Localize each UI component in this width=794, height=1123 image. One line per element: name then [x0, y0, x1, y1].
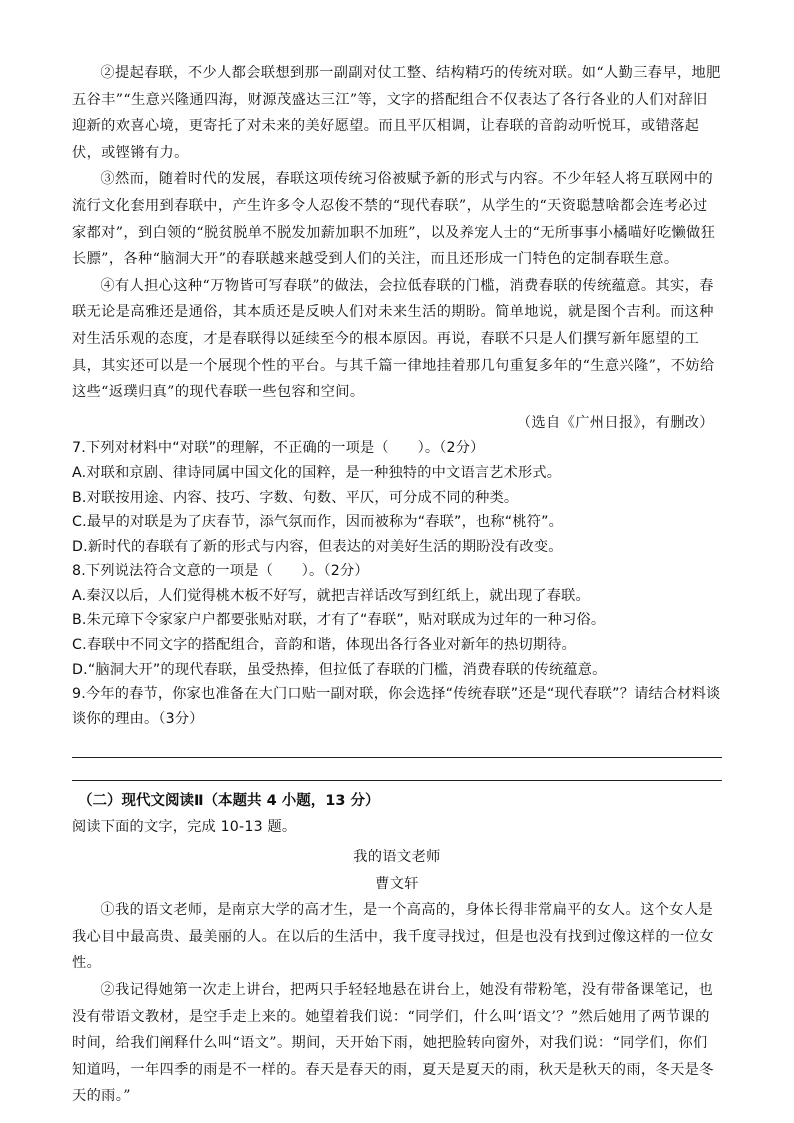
question-8 — [72, 559, 722, 682]
question-8-option-d: D.“脑洞大开”的现代春联，虽受热捧，但拉低了春联的门槛，消费春联的传统蕴意。 — [72, 661, 607, 678]
question-8-option-b: B.朱元璋下令家家户户都要张贴对联，才有了“春联”，贴对联成为过年的一种习俗。 — [72, 612, 606, 629]
question-8-option-c: C.春联中不同文字的搭配组合，音韵和谐，体现出各行各业对新年的热切期待。 — [72, 637, 576, 654]
exam-page — [72, 60, 722, 1110]
article-paragraph-2: ②我记得她第一次走上讲台，把两只手轻轻地悬在讲台上，她没有带粉笔，没有带备课笔记，也没有带语文教材，是空手走上来的。她望着我们说：“同学们，什么叫‘语文’？”然后她用了两节课的时间，给我们阐释什么叫“语文”。期间，天开始下雨，她把脸转向窗外，对我们说：“同学们，你们知道吗，一年四季的雨是不一样的。春天是春天的雨，夏天是夏天的雨，秋天是秋天的雨，冬天是冬天的雨。” — [72, 982, 714, 1105]
question-9 — [72, 682, 722, 781]
article-author: 曹文轩 — [375, 875, 419, 892]
article-title: 我的语文老师 — [353, 849, 441, 866]
section-modern-reading-2 — [72, 787, 722, 1110]
section-instruction: 阅读下面的文字，完成 10-13 题。 — [72, 819, 297, 836]
question-7-stem: 7.下列对材料中“对联”的理解，不正确的一项是（ ）。（2分） — [72, 440, 485, 457]
passage-paragraph-4: ④有人担心这种“万物皆可写春联”的做法，会拉低春联的门槛，消费春联的传统蕴意。其实，春联无论是高雅还是通俗，其本质还是反映人们对未来生活的期盼。简单地说，就是图个吉利。而这种对生活乐观的态度，才是春联得以延续至今的根本原因。再说，春联不只是人们撰写新年愿望的工具，其实还可以是一个展现个性的平台。与其千篇一律地挂着那几句重复多年的“生意兴隆”，不妨给这些“返璞归真”的现代春联一些包容和空间。 — [72, 277, 715, 401]
passage-source: （选自《广州日报》，有删改） — [516, 414, 714, 431]
question-8-option-a: A.秦汉以后，人们觉得桃木板不好写，就把吉祥话改写到红纸上，就出现了春联。 — [72, 587, 590, 604]
passage-paragraph-2: ②提起春联，不少人都会联想到那一副副对仗工整、结构精巧的传统对联。如“人勤三春早，地肥五谷丰”“生意兴隆通四海，财源茂盛达三江”等，文字的搭配组合不仅表达了各行各业的人们对辞旧迎新的欢喜心境，更寄托了对未来的美好愿望。而且平仄相调，让春联的音韵动听悦耳，或错落起伏，或铿锵有力。 — [72, 65, 721, 161]
question-7-option-d: D.新时代的春联有了新的形式与内容，但表达的对美好生活的期盼没有改变。 — [72, 538, 563, 555]
question-9-stem: 9.今年的春节，你家也准备在大门口贴一副对联，你会选择“传统春联”还是“现代春联”？请结合材料谈谈你的理由。（3分） — [72, 686, 721, 727]
answer-line-2[interactable] — [72, 758, 722, 781]
question-7 — [72, 436, 722, 559]
section-title: （二）现代文阅读Ⅱ（本题共 4 小题，13 分） — [78, 793, 380, 810]
question-7-option-b: B.对联按用途、内容、技巧、字数、句数、平仄，可分成不同的种类。 — [72, 489, 519, 506]
question-8-stem: 8.下列说法符合文意的一项是（ ）。（2分） — [72, 563, 369, 580]
answer-line-1[interactable] — [72, 735, 722, 758]
article-paragraph-1: ①我的语文老师，是南京大学的高才生，是一个高高的，身体长得非常扁平的女人。这个女人是我心目中最高贵、最美丽的人。在以后的生活中，我千度寻找过，但是也没有找到过像这样的一位女性。 — [72, 902, 714, 972]
passage-paragraph-3: ③然而，随着时代的发展，春联这项传统习俗被赋予新的形式与内容。不少年轻人将互联网中的流行文化套用到春联中，产生许多令人忍俊不禁的“现代春联”，从学生的“天资聪慧啥都会连考必过家都对”，到白领的“脱贫脱单不脱发加薪加职不加班”，以及养宠人士的“无所事事小橘喵好吃懒做狂长膘”，各种“脑洞大开”的春联越来越受到人们的关注，而且还形成一门特色的定制春联生意。 — [72, 171, 716, 268]
passage-material — [72, 60, 722, 436]
question-7-option-a: A.对联和京剧、律诗同属中国文化的国粹，是一种独特的中文语言艺术形式。 — [72, 464, 562, 481]
question-7-option-c: C.最早的对联是为了庆春节，添气氛而作，因而被称为“春联”，也称“桃符”。 — [72, 514, 564, 531]
